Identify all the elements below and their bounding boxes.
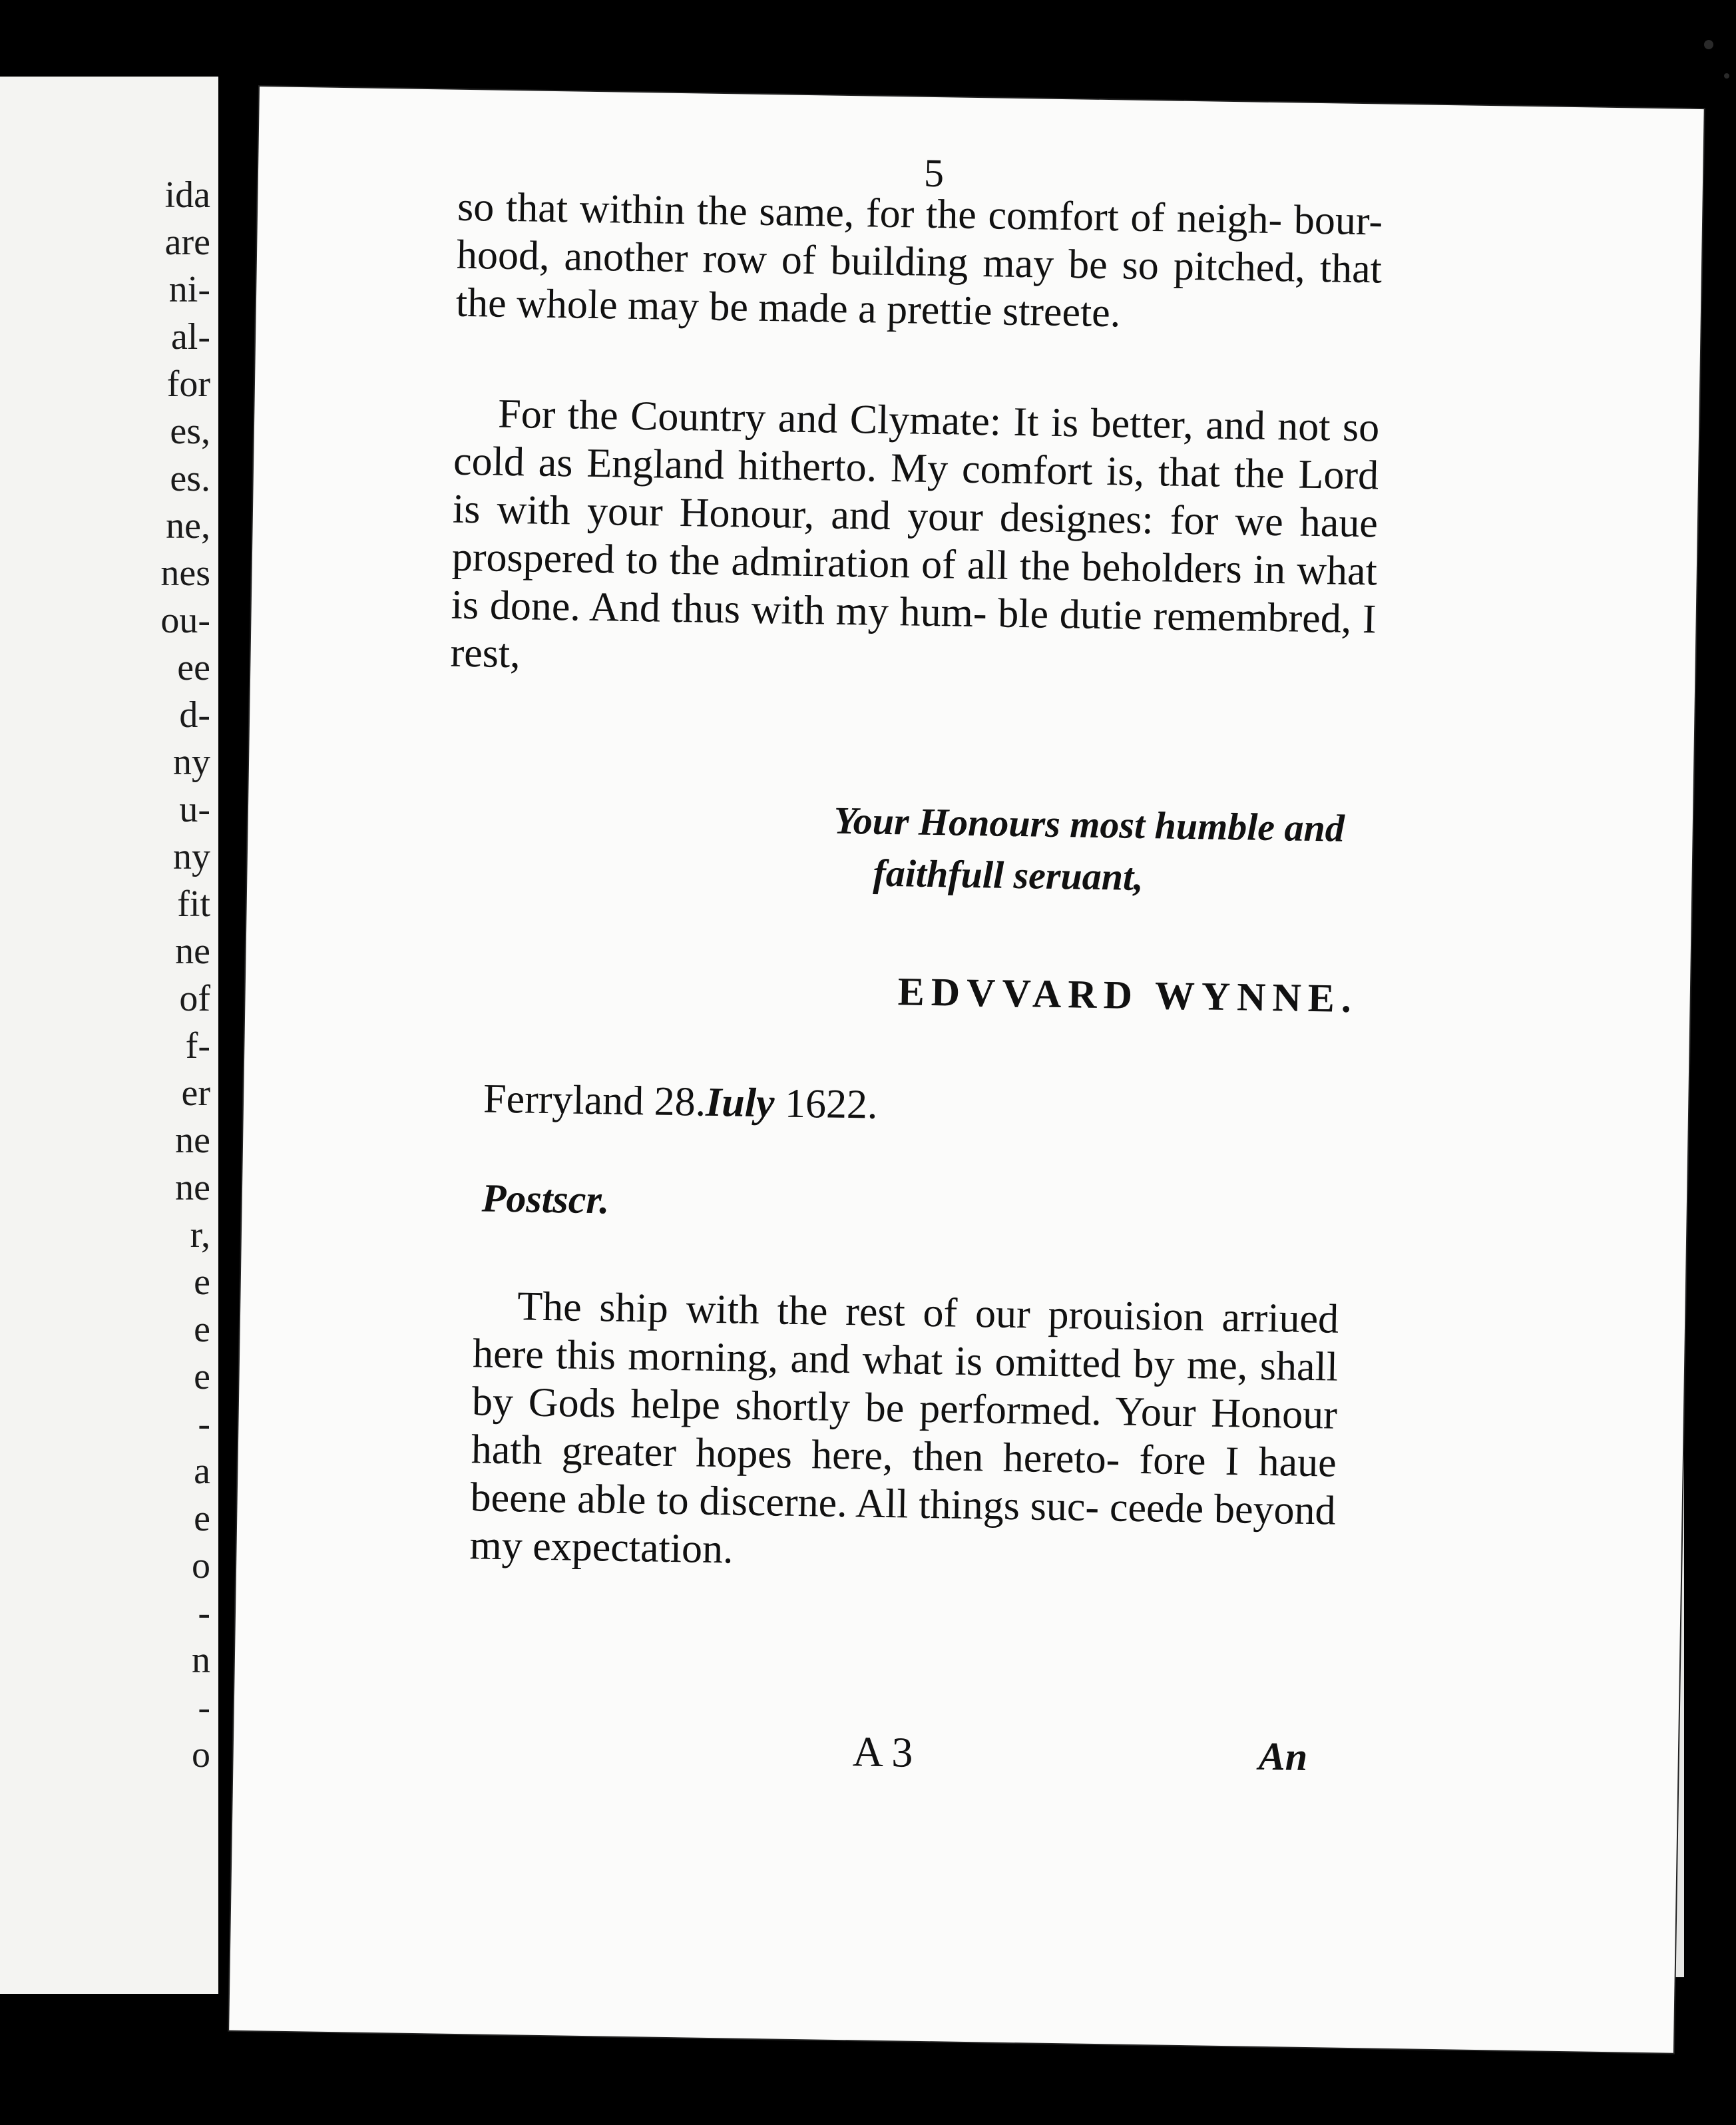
catchword: An — [1258, 1734, 1308, 1779]
left-page-text-fragment: r, — [190, 1214, 210, 1256]
left-page-text-fragment: - — [198, 1687, 210, 1728]
left-page-text-fragment: a — [194, 1451, 210, 1492]
left-page-text-fragment: ee — [177, 647, 210, 688]
paragraph-1-text: so that within the same, for the comfort of neigh- bour-hood, another row of building may be so pitched, that the whole may be made a prettie streete. — [455, 184, 1383, 336]
left-page-text-fragment: e — [194, 1309, 210, 1350]
closing-line-1: Your Honours most humble and — [833, 798, 1345, 850]
date-year: 1622. — [784, 1080, 879, 1128]
left-page-text-fragment: e — [194, 1498, 210, 1539]
left-page-text-fragment: - — [198, 1403, 210, 1445]
paragraph-3-text: The ship with the rest of our prouision arriued here this morning, and what is omitted by me, shall by Gods helpe shortly be performed. Your Honour hath greater hopes here, then hereto- fore I haue beene able to discerne. All things suc- ceede beyond my expectation. — [469, 1284, 1339, 1572]
paragraph-1 — [455, 183, 1383, 342]
left-page-fragment — [0, 77, 218, 1994]
left-page-text-fragment: for — [166, 363, 210, 405]
right-page — [229, 87, 1704, 2053]
left-page-text-fragment: ny — [173, 836, 210, 877]
left-page-text-fragment: d- — [179, 694, 210, 736]
left-page-text-fragment: ou- — [160, 600, 210, 641]
left-page-text-fragment: e — [194, 1262, 210, 1303]
left-page-text-fragment: e — [194, 1356, 210, 1397]
dust-speck — [1724, 73, 1729, 79]
dust-speck — [1704, 40, 1713, 49]
left-page-text-fragment: er — [181, 1072, 210, 1114]
left-page-text-fragment: es. — [170, 458, 210, 499]
left-page-text-fragment: ida — [164, 174, 210, 216]
left-page-text-fragment: ne — [175, 931, 210, 972]
left-page-text-fragment: o — [192, 1734, 210, 1775]
left-page-text-fragment: ne — [175, 1167, 210, 1208]
left-page-text-fragment: n — [192, 1640, 210, 1681]
closing-salutation — [833, 795, 1345, 907]
left-page-text-fragment: ny — [173, 742, 210, 783]
left-page-text-fragment: ni- — [168, 269, 210, 310]
left-page-text-fragment: o — [192, 1545, 210, 1586]
paragraph-3 — [469, 1282, 1339, 1582]
dateline — [483, 1075, 878, 1128]
left-page-text-fragment: al- — [170, 316, 210, 357]
left-page-text-fragment: of — [179, 978, 210, 1019]
paragraph-2-text: For the Country and Clymate: It is better, and not so cold as England hitherto. My comfort is, that the Lord is with your Honour, and your designes: for we haue prospered to the admiration of all the beholders in what is done. And thus with my hum- ble dutie remembred, I rest, — [450, 391, 1380, 677]
date-month: Iuly — [705, 1079, 775, 1126]
left-page-text-fragment: ne, — [166, 505, 210, 547]
date-place: Ferryland 28. — [483, 1076, 706, 1125]
signature: EDVVARD WYNNE. — [897, 969, 1359, 1021]
left-page-text-fragment: fit — [177, 883, 210, 925]
signature-mark: A 3 — [852, 1728, 914, 1776]
left-page-text-fragment: are — [164, 222, 210, 263]
left-page-text-fragment: es, — [170, 411, 210, 452]
paragraph-2 — [450, 389, 1380, 692]
left-page-text-fragment: f- — [185, 1025, 210, 1066]
left-page-text-fragment: - — [198, 1592, 210, 1634]
closing-line-2: faithfull seruant, — [873, 851, 1144, 899]
left-page-text-fragment: ne — [175, 1120, 210, 1161]
left-page-text-fragment: nes — [160, 553, 210, 594]
page-number: 5 — [923, 150, 945, 196]
left-page-text-fragment: u- — [179, 789, 210, 830]
postscript-label: Postscr. — [481, 1176, 610, 1222]
